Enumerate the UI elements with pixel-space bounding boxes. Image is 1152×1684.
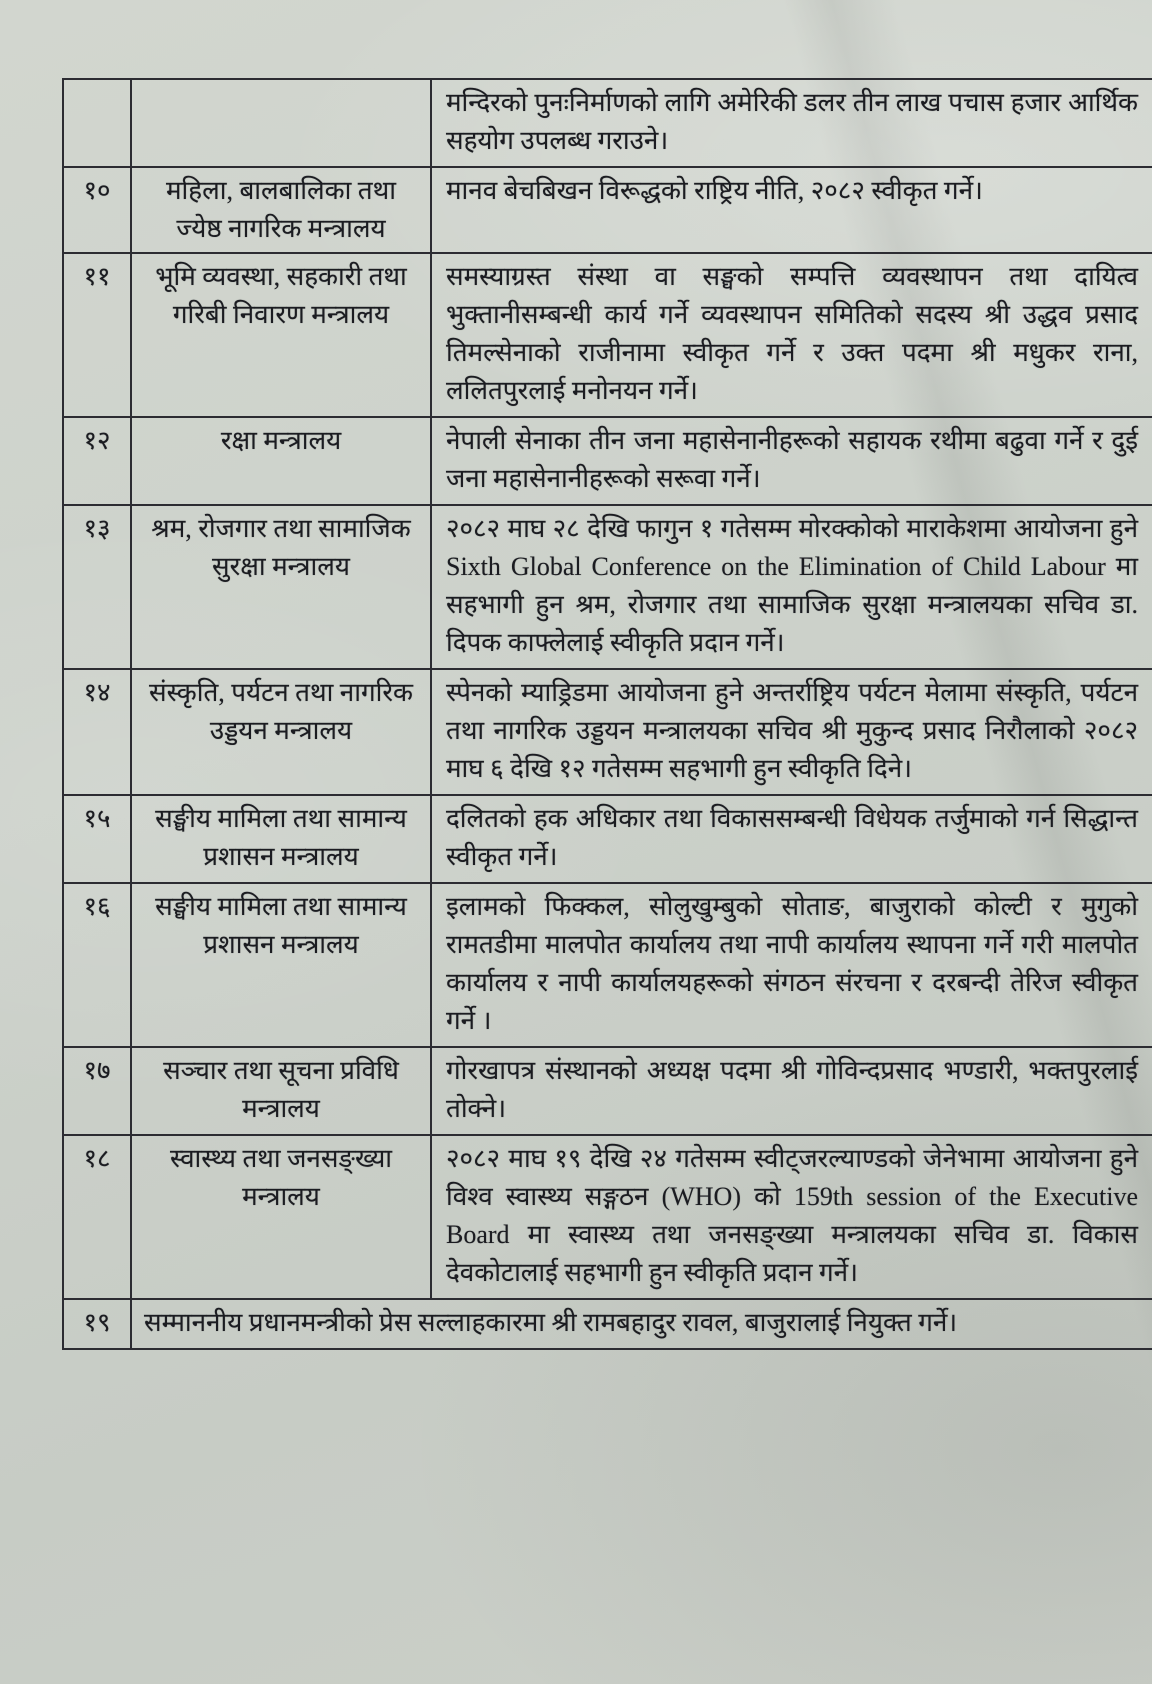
- table-row: [64, 670, 1152, 796]
- serial-number-cell: [64, 80, 132, 166]
- ministry-cell: स्वास्थ्य तथा जनसङ्ख्या मन्त्रालय: [132, 1136, 432, 1298]
- table-row: [64, 168, 1152, 254]
- ministry-cell: भूमि व्यवस्था, सहकारी तथा गरिबी निवारण मन्त्रालय: [132, 254, 432, 416]
- table-row: [64, 418, 1152, 506]
- table-row: [64, 80, 1152, 168]
- decision-cell: नेपाली सेनाका तीन जना महासेनानीहरूको सहायक रथीमा बढुवा गर्ने र दुई जना महासेनानीहरूको सरूवा गर्ने।: [446, 426, 1138, 493]
- table-row: [64, 1300, 1152, 1350]
- decision-table: [62, 78, 1152, 1350]
- ministry-cell: सङ्घीय मामिला तथा सामान्य प्रशासन मन्त्रालय: [132, 884, 432, 1046]
- decision-cell: दलितको हक अधिकार तथा विकाससम्बन्धी विधेयक तर्जुमाको गर्न सिद्धान्त स्वीकृत गर्ने।: [446, 804, 1138, 871]
- serial-number-cell: १७: [64, 1048, 132, 1134]
- decision-cell: गोरखापत्र संस्थानको अध्यक्ष पदमा श्री गोविन्दप्रसाद भण्डारी, भक्तपुरलाई तोक्ने।: [446, 1056, 1138, 1123]
- ministry-cell: श्रम, रोजगार तथा सामाजिक सुरक्षा मन्त्रालय: [132, 506, 432, 668]
- ministry-cell: [132, 80, 432, 166]
- ministry-cell: महिला, बालबालिका तथा ज्येष्ठ नागरिक मन्त्रालय: [132, 168, 432, 252]
- serial-number-cell: १५: [64, 796, 132, 882]
- decision-cell: इलामको फिक्कल, सोलुखुम्बुको सोताङ, बाजुराको कोल्टी र मुगुको रामतडीमा मालपोत कार्यालय तथा नापी कार्यालय स्थापना गर्ने गरी मालपोत कार्यालय र नापी कार्यालयहरूको संगठन संरचना र दरबन्दी तेरिज स्वीकृत गर्ने ।: [446, 892, 1138, 1035]
- ministry-cell: रक्षा मन्त्रालय: [132, 418, 432, 504]
- decision-cell: मन्दिरको पुनःनिर्माणको लागि अमेरिकी डलर तीन लाख पचास हजार आर्थिक सहयोग उपलब्ध गराउने।: [446, 88, 1138, 155]
- serial-number-cell: १८: [64, 1136, 132, 1298]
- serial-number-cell: १२: [64, 418, 132, 504]
- table-row: [64, 796, 1152, 884]
- serial-number-cell: १०: [64, 168, 132, 252]
- ministry-cell: संस्कृति, पर्यटन तथा नागरिक उड्डयन मन्त्रालय: [132, 670, 432, 794]
- decision-cell: २०८२ माघ २८ देखि फागुन १ गतेसम्म मोरक्कोको माराकेशमा आयोजना हुने Sixth Global Conference on the Elimination of Child Labour मा सहभागी हुन श्रम, रोजगार तथा सामाजिक सुरक्षा मन्त्रालयका सचिव डा. दिपक काफ्लेलाई स्वीकृति प्रदान गर्ने।: [446, 514, 1138, 657]
- serial-number-cell: १४: [64, 670, 132, 794]
- serial-number-cell: १३: [64, 506, 132, 668]
- decision-cell: समस्याग्रस्त संस्था वा सङ्घको सम्पत्ति व्यवस्थापन तथा दायित्व भुक्तानीसम्बन्धी कार्य गर्ने व्यवस्थापन समितिको सदस्य श्री उद्धव प्रसाद तिमल्सेनाको राजीनामा स्वीकृत गर्ने र उक्त पदमा श्री मधुकर राना, ललितपुरलाई मनोनयन गर्ने।: [446, 262, 1138, 405]
- serial-number-cell: १९: [64, 1300, 132, 1348]
- decision-cell: मानव बेचबिखन विरूद्धको राष्ट्रिय नीति, २०८२ स्वीकृत गर्ने।: [446, 176, 983, 205]
- decision-cell: सम्माननीय प्रधानमन्त्रीको प्रेस सल्लाहकारमा श्री रामबहादुर रावल, बाजुरालाई नियुक्त गर्ने।: [144, 1308, 958, 1337]
- decision-cell: २०८२ माघ १९ देखि २४ गतेसम्म स्वीट्जरल्याण्डको जेनेभामा आयोजना हुने विश्व स्वास्थ्य सङ्गठन (WHO) को 159th session of the Executive Board मा स्वास्थ्य तथा जनसङ्ख्या मन्त्रालयका सचिव डा. विकास देवकोटालाई सहभागी हुन स्वीकृति प्रदान गर्ने।: [446, 1144, 1138, 1287]
- decision-cell: स्पेनको म्याड्रिडमा आयोजना हुने अन्तर्राष्ट्रिय पर्यटन मेलामा संस्कृति, पर्यटन तथा नागरिक उड्डयन मन्त्रालयका सचिव श्री मुकुन्द प्रसाद निरौलाको २०८२ माघ ६ देखि १२ गतेसम्म सहभागी हुन स्वीकृति दिने।: [446, 678, 1138, 783]
- ministry-cell: सञ्चार तथा सूचना प्रविधि मन्त्रालय: [132, 1048, 432, 1134]
- table-row: [64, 254, 1152, 418]
- table-row: [64, 1048, 1152, 1136]
- ministry-cell: सङ्घीय मामिला तथा सामान्य प्रशासन मन्त्रालय: [132, 796, 432, 882]
- table-row: [64, 884, 1152, 1048]
- serial-number-cell: १६: [64, 884, 132, 1046]
- serial-number-cell: ११: [64, 254, 132, 416]
- table-row: [64, 506, 1152, 670]
- table-row: [64, 1136, 1152, 1300]
